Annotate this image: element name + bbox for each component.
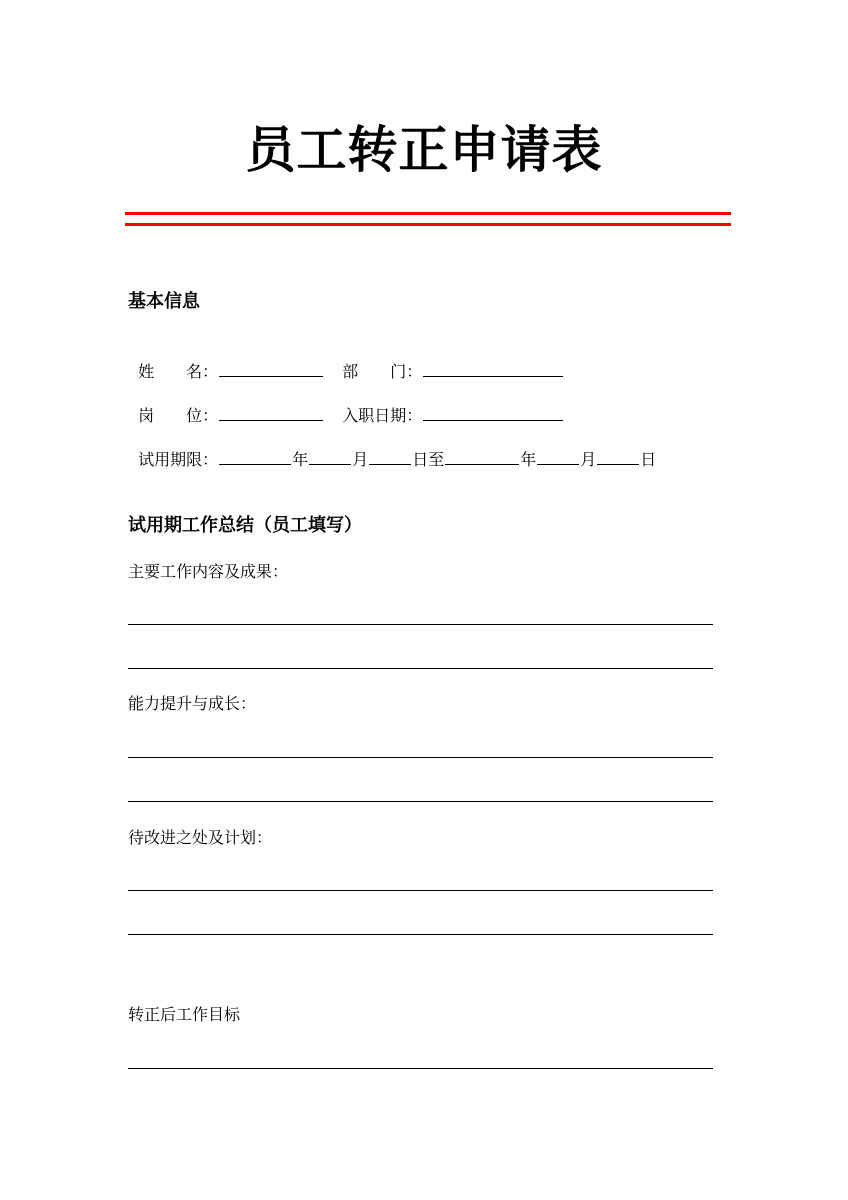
hire-date-label: 入职日期：: [342, 406, 423, 425]
improve-label: 待改进之处及计划：: [128, 828, 273, 847]
dept-field[interactable]: [423, 360, 563, 377]
year-unit: 年: [520, 450, 537, 469]
row-name-dept: [128, 338, 564, 383]
main-work-line-1[interactable]: [128, 624, 713, 625]
probation-end-year-field[interactable]: [445, 448, 519, 465]
growth-label: 能力提升与成长：: [128, 694, 257, 713]
position-field[interactable]: [219, 404, 323, 421]
improve-line-1[interactable]: [128, 890, 713, 891]
row-position-hire-date: [128, 382, 564, 427]
hire-date-field[interactable]: [423, 404, 563, 421]
row-probation-period: [128, 426, 656, 471]
main-work-label: 主要工作内容及成果：: [128, 562, 289, 581]
section-heading-basic-info: 基本信息: [128, 291, 200, 312]
growth-line-1[interactable]: [128, 757, 713, 758]
growth-line-2[interactable]: [128, 801, 713, 802]
day-unit: 日: [640, 450, 657, 469]
month-unit: 月: [352, 450, 369, 469]
probation-start-day-field[interactable]: [369, 448, 411, 465]
document-title: 员工转正申请表: [245, 121, 603, 179]
year-unit: 年: [292, 450, 309, 469]
position-label: 岗 位：: [138, 406, 219, 425]
day-to-unit: 日至: [412, 450, 445, 469]
name-label: 姓 名：: [138, 362, 219, 381]
probation-start-year-field[interactable]: [219, 448, 291, 465]
dept-label: 部 门：: [342, 362, 423, 381]
probation-start-month-field[interactable]: [309, 448, 351, 465]
probation-label: 试用期限：: [138, 450, 219, 469]
goals-line-1[interactable]: [128, 1068, 713, 1069]
probation-end-month-field[interactable]: [537, 448, 579, 465]
name-field[interactable]: [219, 360, 323, 377]
probation-end-day-field[interactable]: [597, 448, 639, 465]
main-work-line-2[interactable]: [128, 668, 713, 669]
improve-line-2[interactable]: [128, 934, 713, 935]
month-unit: 月: [580, 450, 597, 469]
title-divider-bottom: [125, 223, 731, 226]
goals-label: 转正后工作目标: [128, 1005, 241, 1024]
section-heading-probation-summary: 试用期工作总结（员工填写）: [128, 515, 362, 536]
title-divider-top: [125, 212, 731, 215]
